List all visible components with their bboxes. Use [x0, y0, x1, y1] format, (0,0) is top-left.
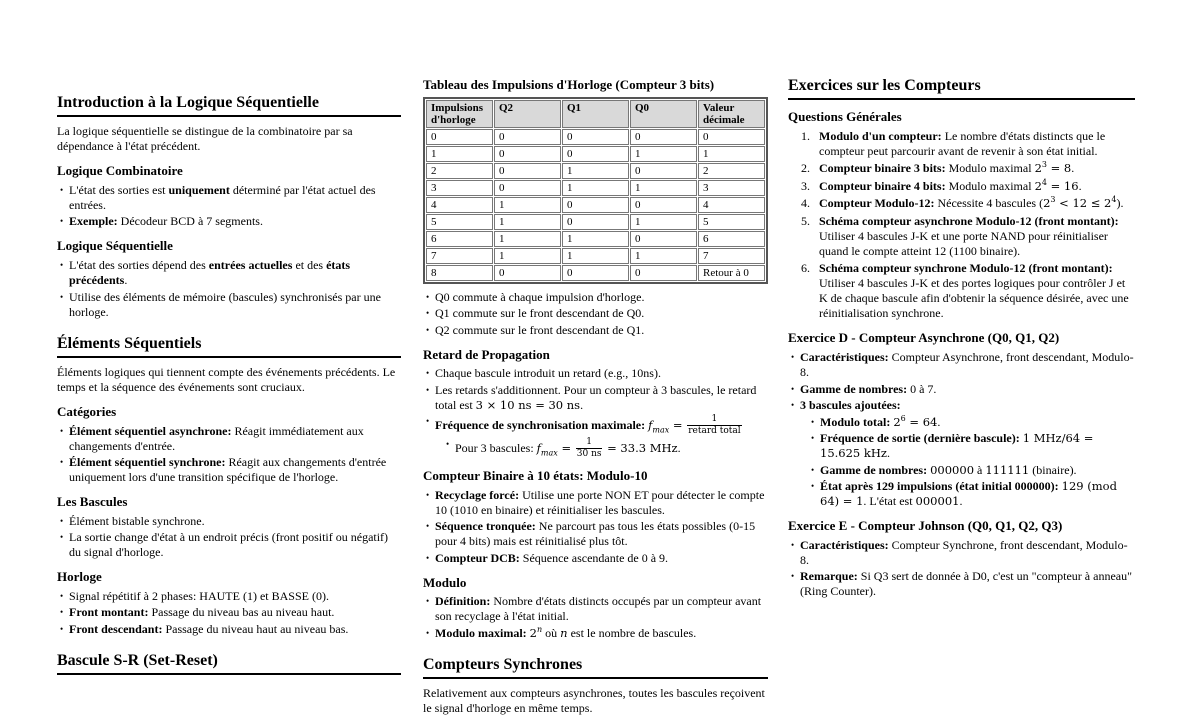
table-header-cell: Impulsions d'horloge	[426, 100, 493, 128]
table-cell: 7	[426, 248, 493, 264]
list-item: • Exemple: Décodeur BCD à 7 segments.	[57, 214, 401, 229]
table-cell: 8	[426, 265, 493, 281]
nested-list	[435, 437, 768, 459]
list-item: • État après 129 impulsions (état initial 000000): 129 (mod 64) = 1. L'état est 000001.	[808, 479, 1135, 509]
section-heading-bascule-sr: Bascule S-R (Set-Reset)	[57, 652, 401, 675]
table-cell: 0	[494, 265, 561, 281]
subheading-horloge: Horloge	[57, 569, 102, 585]
table-row	[426, 265, 765, 281]
table-cell: 4	[426, 197, 493, 213]
list-item: • Q0 commute à chaque impulsion d'horloge.	[423, 290, 768, 305]
table-header-row	[426, 100, 765, 128]
list-item: • L'état des sorties dépend des entrées actuelles et des états précédents.	[57, 258, 401, 288]
table-cell: 1	[494, 197, 561, 213]
table-cell: 7	[698, 248, 765, 264]
table-cell: 0	[562, 146, 629, 162]
table-cell: 0	[630, 265, 697, 281]
fraction: $\frac{1}{\text{retard total}}$	[688, 414, 741, 436]
list-item: • Pour 3 bascules: $f_{max}$ = $\frac{1}{30 ns}$ = 33.3 MHz.	[443, 437, 768, 459]
subheading-categories: Catégories	[57, 403, 117, 419]
list-item: • Élément bistable synchrone.	[57, 514, 401, 529]
table-cell: 0	[562, 197, 629, 213]
table-cell: 1	[562, 248, 629, 264]
table-cell: 0	[562, 129, 629, 145]
table-cell: 3	[426, 180, 493, 196]
horloge-list	[57, 589, 401, 637]
section-heading-compteurs-synchrones: Compteurs Synchrones	[423, 656, 768, 679]
table-cell: 6	[698, 231, 765, 247]
table-row	[426, 248, 765, 264]
table-header-cell: Q0	[630, 100, 697, 128]
list-item: • La sortie change d'état à un endroit précis (front positif ou négatif) du signal d'horloge.	[57, 530, 401, 560]
list-item: • Fréquence de sortie (dernière bascule): 1 MHz/64 = 15.625 kHz.	[808, 431, 1135, 461]
middle-column	[423, 77, 768, 720]
table-cell: 5	[698, 214, 765, 230]
sequentielle-list	[57, 258, 401, 320]
categories-list	[57, 424, 401, 486]
table-header-cell: Q1	[562, 100, 629, 128]
table-row	[426, 180, 765, 196]
list-item: • Gamme de nombres: 000000 à 111111 (binaire).	[808, 463, 1135, 478]
list-item: • Modulo maximal: 2$^n$ où n est le nombre de bascules.	[423, 626, 768, 641]
list-item: Schéma compteur asynchrone Modulo-12 (front montant): Utiliser 4 bascules J-K et une porte NAND pour réinitialiser quand le compte atteint 12 (1100 binaire).	[819, 213, 1119, 258]
table-cell: 3	[698, 180, 765, 196]
list-item: • Séquence tronquée: Ne parcourt pas tous les états possibles (0-15 pour 4 bits) mais est réinitialisé plus tôt.	[423, 519, 768, 549]
right-column	[788, 77, 1135, 603]
list-item: Compteur Modulo-12: Nécessite 4 bascules $(2^3 < 12 \le 2^4)$.	[819, 195, 1124, 211]
subheading-logique-combinatoire: Logique Combinatoire	[57, 163, 183, 179]
fraction: $\frac{1}{30 ns}$	[576, 437, 602, 459]
table-cell: 1	[562, 163, 629, 179]
table-cell: 0	[494, 129, 561, 145]
list-item: • Utilise des éléments de mémoire (bascules) synchronisés par une horloge.	[57, 290, 401, 320]
list-item: • Élément séquentiel synchrone: Réagit aux changements d'entrée uniquement lors d'une transition spécifique de l'horloge.	[57, 455, 401, 485]
list-item: Modulo d'un compteur: Le nombre d'états distincts que le compteur peut parcourir avant de revenir à son état initial.	[819, 128, 1106, 158]
list-item: • Q1 commute sur le front descendant de Q0.	[423, 306, 768, 321]
table-cell: 0	[630, 197, 697, 213]
table-notes-list	[423, 290, 768, 338]
section-heading-elements-sequentiels: Éléments Séquentiels	[57, 335, 401, 358]
list-item: • Modulo total: $2^6 = 64$.	[808, 415, 1135, 430]
table-cell: 1	[630, 248, 697, 264]
list-item: • Caractéristiques: Compteur Asynchrone, front descendant, Modulo-8.	[788, 350, 1135, 380]
table-cell: Retour à 0	[698, 265, 765, 281]
subheading-logique-sequentielle: Logique Séquentielle	[57, 238, 173, 254]
table-cell: 1	[630, 146, 697, 162]
section-heading-exercices: Exercices sur les Compteurs	[788, 77, 1135, 100]
list-item: • 3 bascules ajoutées: • Modulo total: $2^6 = 64$. • Fréquence de sortie (dernière bascule): 1 MHz/64 = 15.625 kHz. • Gamme de nombres: 000000 à 111111 (binaire). • État après 129 impulsions (état initial 000000): 129 (mod 64) = 1. L'état est 000001.	[788, 398, 1135, 509]
table-cell: 1	[426, 146, 493, 162]
subheading-exercice-d: Exercice D - Compteur Asynchrone (Q0, Q1, Q2)	[788, 330, 1060, 346]
elements-paragraph: Éléments logiques qui tiennent compte des événements précédents. Le temps et la séquence des événements sont cruciaux.	[57, 364, 396, 394]
list-item: • Remarque: Si Q3 sert de donnée à D0, c'est un "compteur à anneau" (Ring Counter).	[788, 569, 1135, 599]
list-item: • Front descendant: Passage du niveau haut au niveau bas.	[57, 622, 401, 637]
questions-generales-list	[788, 129, 1135, 322]
table-cell: 1	[630, 214, 697, 230]
list-item: • Signal répétitif à 2 phases: HAUTE (1) et BASSE (0).	[57, 589, 401, 604]
subheading-modulo-10: Compteur Binaire à 10 états: Modulo-10	[423, 468, 648, 484]
table-row	[426, 214, 765, 230]
table-cell: 2	[698, 163, 765, 179]
list-item: Compteur binaire 3 bits: Modulo maximal $2^3 = 8$.	[819, 160, 1075, 176]
table-cell: 1	[630, 180, 697, 196]
modulo10-list	[423, 488, 768, 566]
nested-list	[800, 415, 1135, 510]
table-row	[426, 231, 765, 247]
list-item: • Caractéristiques: Compteur Synchrone, front descendant, Modulo-8.	[788, 538, 1135, 568]
table-cell: 0	[562, 214, 629, 230]
table-cell: 6	[426, 231, 493, 247]
table-row	[426, 129, 765, 145]
table-cell: 0	[426, 129, 493, 145]
table-cell: 4	[698, 197, 765, 213]
exercice-e-list	[788, 538, 1135, 600]
section-heading-intro-logique: Introduction à la Logique Séquentielle	[57, 94, 401, 117]
list-item: • Fréquence de synchronisation maximale: $f_{max}$ = $\frac{1}{\text{retard total}}$ • Pour 3 bascules: $f_{max}$ = $\frac{1}{30 ns}$ = 33.3 MHz.	[423, 414, 768, 459]
list-item: Schéma compteur synchrone Modulo-12 (front montant): Utiliser 4 bascules J-K et des portes logiques pour contrôler J et K de chaque bascule afin d'obtenir la séquence désirée, avec une réinitialisation synchrone.	[819, 261, 1129, 321]
list-item: • Chaque bascule introduit un retard (e.g., 10ns).	[423, 366, 768, 381]
table-row	[426, 197, 765, 213]
table-cell: 1	[494, 214, 561, 230]
table-row	[426, 163, 765, 179]
table-cell: 0	[562, 265, 629, 281]
left-column	[57, 77, 401, 682]
table-cell: 0	[630, 231, 697, 247]
table-header-cell: Q2	[494, 100, 561, 128]
exercice-d-list	[788, 350, 1135, 509]
table-cell: 1	[494, 231, 561, 247]
list-item: • Compteur DCB: Séquence ascendante de 0 à 9.	[423, 551, 768, 566]
bascules-list	[57, 514, 401, 561]
retard-list	[423, 366, 768, 459]
subheading-les-bascules: Les Bascules	[57, 494, 128, 510]
table-cell: 0	[494, 163, 561, 179]
modulo-list	[423, 594, 768, 641]
list-item: • Définition: Nombre d'états distincts occupés par un compteur avant son recyclage à l'état initial.	[423, 594, 768, 624]
table-cell: 1	[698, 146, 765, 162]
subheading-modulo: Modulo	[423, 574, 467, 590]
table-cell: 0	[494, 180, 561, 196]
table-cell: 1	[494, 248, 561, 264]
table-cell: 0	[630, 129, 697, 145]
table-cell: 1	[562, 180, 629, 196]
list-item: Compteur binaire 4 bits: Modulo maximal $2^4 = 16$.	[819, 177, 1082, 193]
table-row	[426, 146, 765, 162]
table-cell: 0	[698, 129, 765, 145]
table-cell: 5	[426, 214, 493, 230]
subheading-tableau-impulsions: Tableau des Impulsions d'Horloge (Compteur 3 bits)	[423, 77, 715, 92]
subheading-exercice-e: Exercice E - Compteur Johnson (Q0, Q1, Q2, Q3)	[788, 518, 1063, 534]
list-item: • Les retards s'additionnent. Pour un compteur à 3 bascules, le retard total est 3 × 10 ns = 30 ns.	[423, 383, 768, 413]
subheading-retard-propagation: Retard de Propagation	[423, 346, 550, 362]
list-item: • Élément séquentiel asynchrone: Réagit immédiatement aux changements d'entrée.	[57, 424, 401, 454]
list-item: • L'état des sorties est uniquement déterminé par l'état actuel des entrées.	[57, 183, 401, 213]
table-header-cell: Valeur décimale	[698, 100, 765, 128]
combinatoire-list	[57, 183, 401, 230]
table-cell: 0	[494, 146, 561, 162]
synchrones-paragraph: Relativement aux compteurs asynchrones, toutes les bascules reçoivent le signal d'horloge en même temps.	[423, 686, 765, 716]
clock-pulse-table	[423, 97, 768, 284]
list-item: • Front montant: Passage du niveau bas au niveau haut.	[57, 605, 401, 620]
table-cell: 2	[426, 163, 493, 179]
table-cell: 0	[630, 163, 697, 179]
subheading-questions-generales: Questions Générales	[788, 109, 902, 125]
list-item: • Gamme de nombres: 0 à 7.	[788, 382, 1135, 397]
list-item: • Recyclage forcé: Utilise une porte NON ET pour détecter le compte 10 (1010 en binaire) et réinitialiser les bascules.	[423, 488, 768, 518]
intro-paragraph: La logique séquentielle se distingue de la combinatoire par sa dépendance à l'état précédent.	[57, 124, 353, 154]
table-cell: 1	[562, 231, 629, 247]
list-item: • Q2 commute sur le front descendant de Q1.	[423, 323, 768, 338]
